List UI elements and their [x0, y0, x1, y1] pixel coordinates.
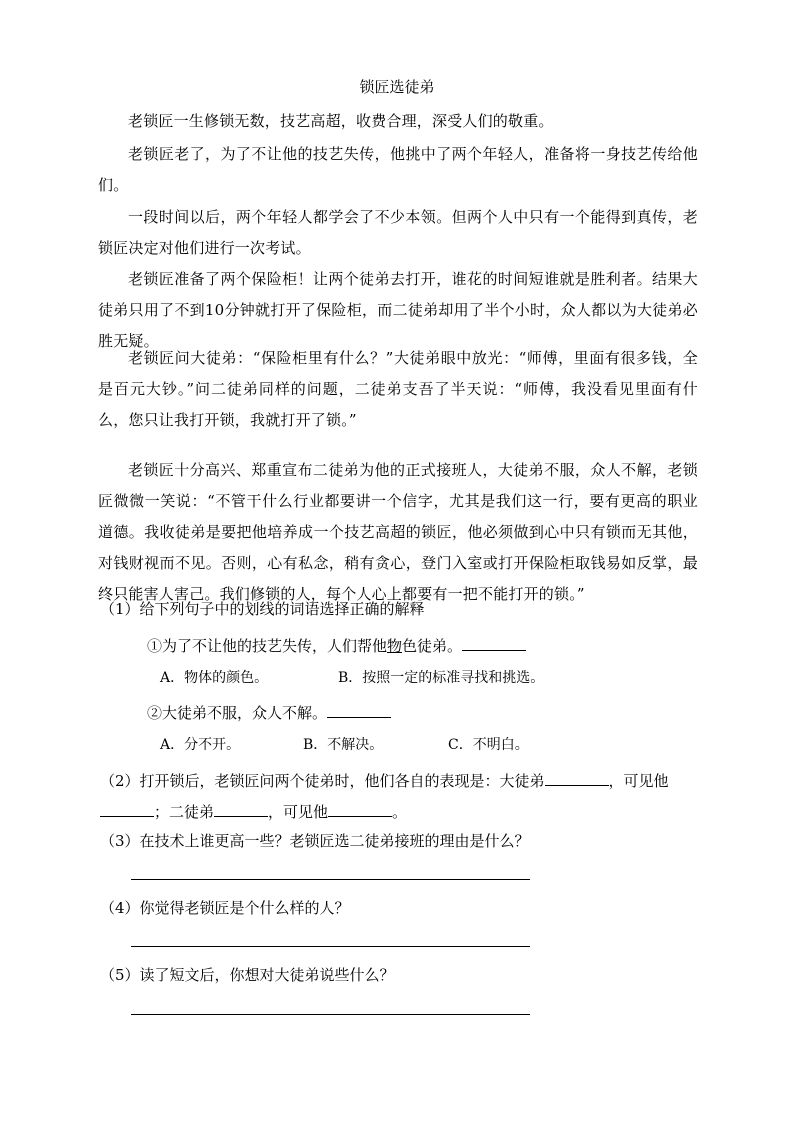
paragraph-3: 一段时间以后，两个年轻人都学会了不少本领。但两个人中只有一个能得到真传，老锁匠决定对他们进行一次考试。	[98, 208, 698, 257]
sentence-1-before: ①为了不让他的技艺失传，人们帮他	[147, 637, 388, 655]
question-1-sentence-2	[147, 701, 391, 724]
q2-part-3: ；二徒弟	[154, 803, 215, 821]
q1-s2-option-b: B．不解决。	[303, 737, 384, 753]
answer-line[interactable]	[131, 946, 530, 947]
answer-blank[interactable]	[100, 800, 154, 817]
underlined-word: 物	[387, 637, 403, 655]
q2-part-2: ，可见他	[608, 772, 669, 790]
q2-part-4: ，可见他	[268, 803, 329, 821]
question-1-stem: （1）给下列句子中的划线的词语选择正确的解释	[100, 600, 425, 618]
sentence-1-after: 色徒弟。	[402, 637, 463, 655]
paragraph-4: 老锁匠准备了两个保险柜！让两个徒弟去打开，谁花的时间短谁就是胜利者。结果大徒弟只用了不到10分钟就打开了保险柜，而二徒弟却用了半个小时，众人都以为大徒弟必胜无疑。	[98, 270, 698, 350]
sentence-2-text: ②大徒弟不服，众人不解。	[147, 704, 328, 722]
q1-s2-option-a: A．分不开。	[160, 737, 241, 753]
answer-line[interactable]	[131, 1014, 530, 1015]
q1-s1-option-a: A．物体的颜色。	[160, 670, 269, 686]
q1-s2-option-c: C．不明白。	[448, 737, 529, 753]
q1-s1-option-b: B．按照一定的标准寻找和挑选。	[338, 670, 545, 686]
paragraph-1: 老锁匠一生修锁无数，技艺高超，收费合理，深受人们的敬重。	[128, 112, 554, 130]
answer-blank[interactable]	[214, 800, 268, 817]
answer-blank[interactable]	[462, 634, 526, 651]
q2-part-5: 。	[392, 803, 408, 821]
question-3: （3）在技术上谁更高一些？老锁匠选二徒弟接班的理由是什么？	[100, 832, 530, 850]
question-4: （4）你觉得老锁匠是个什么样的人？	[100, 899, 350, 917]
answer-line[interactable]	[131, 879, 530, 880]
paragraph-2: 老锁匠老了，为了不让他的技艺失传，他挑中了两个年轻人，准备将一身技艺传给他们。	[98, 145, 698, 194]
answer-blank[interactable]	[327, 701, 391, 718]
article-title: 锁匠选徒弟	[359, 78, 435, 96]
question-2	[100, 766, 700, 828]
paragraph-5: 老锁匠问大徒弟：“保险柜里有什么？”大徒弟眼中放光：“师傅，里面有很多钱，全是百元大钞。”问二徒弟同样的问题，二徒弟支吾了半天说：“师傅，我没看见里面有什么，您只让我打开锁，我就打开了锁。”	[98, 349, 698, 429]
answer-blank[interactable]	[545, 769, 609, 786]
paragraph-6: 老锁匠十分高兴、郑重宣布二徒弟为他的正式接班人，大徒弟不服，众人不解，老锁匠微微一笑说：“不管干什么行业都要讲一个信字，尤其是我们这一行，要有更高的职业道德。我收徒弟是要把他培养成一个技艺高超的锁匠，他必须做到心中只有锁而无其他，对钱财视而不见。否则，心有私念，稍有贪心，登门入室或打开保险柜取钱易如反掌，最终只能害人害己。我们修锁的人，每个人心上都要有一把不能打开的锁。”	[98, 461, 698, 603]
question-5: （5）读了短文后，你想对大徒弟说些什么？	[100, 966, 395, 984]
q2-part-1: （2）打开锁后，老锁匠问两个徒弟时，他们各自的表现是：大徒弟	[100, 772, 545, 790]
question-1-sentence-1	[147, 634, 526, 657]
answer-blank[interactable]	[328, 800, 392, 817]
